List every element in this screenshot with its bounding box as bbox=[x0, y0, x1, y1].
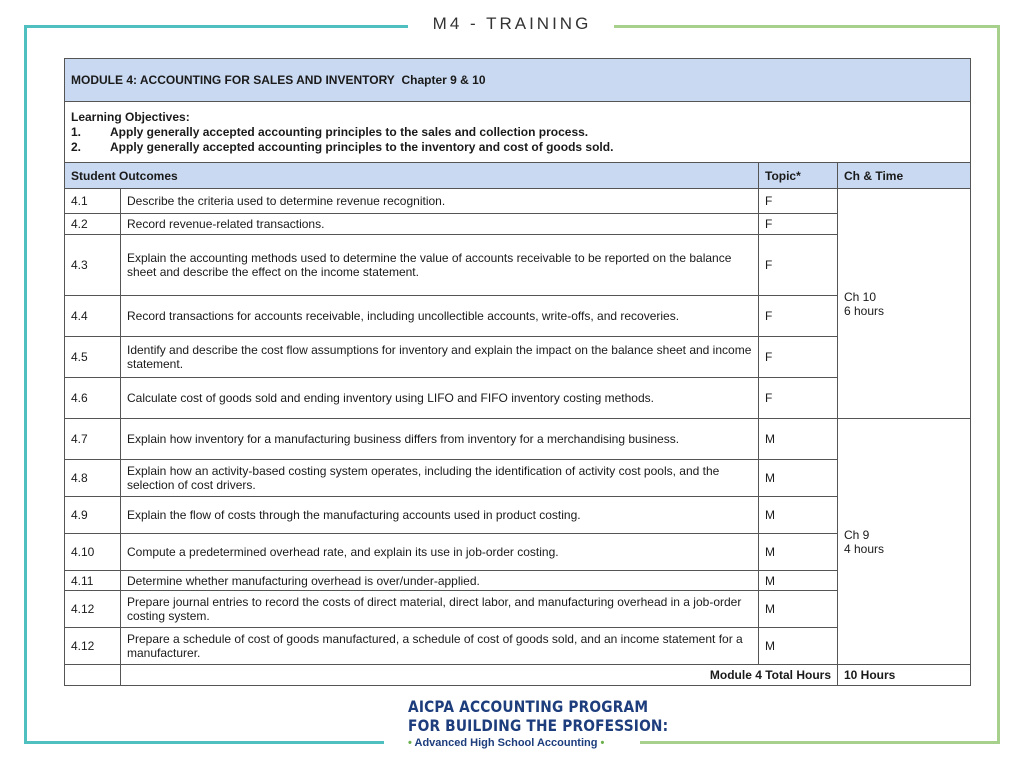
objective-item: 2. Apply generally accepted accounting principles to the inventory and cost of goods sold. bbox=[71, 139, 614, 154]
outcome-text: Describe the criteria used to determine revenue recognition. bbox=[121, 189, 759, 214]
outcome-topic: F bbox=[759, 378, 838, 419]
aicpa-logo bbox=[408, 697, 669, 749]
table-row bbox=[65, 214, 971, 235]
outcome-text: Explain the accounting methods used to determine the value of accounts receivable to be reported on the balance sheet and describe the effect on the income statement. bbox=[121, 235, 759, 296]
table-row bbox=[65, 591, 971, 628]
module-chapters: Chapter 9 & 10 bbox=[401, 73, 486, 87]
outcome-topic: M bbox=[759, 534, 838, 571]
table-row bbox=[65, 534, 971, 571]
table-row bbox=[65, 378, 971, 419]
total-row bbox=[65, 665, 971, 686]
outcomes-table bbox=[64, 58, 971, 686]
outcome-text: Explain the flow of costs through the manufacturing accounts used in product costing. bbox=[121, 497, 759, 534]
frame-left bbox=[24, 25, 27, 743]
chapter-group-9 bbox=[838, 419, 971, 665]
total-label: Module 4 Total Hours bbox=[121, 665, 838, 686]
outcome-id: 4.2 bbox=[65, 214, 121, 235]
outcome-topic: F bbox=[759, 296, 838, 337]
outcome-id: 4.3 bbox=[65, 235, 121, 296]
total-spacer bbox=[65, 665, 121, 686]
logo-line-3: • Advanced High School Accounting • bbox=[408, 737, 605, 749]
module-header-row bbox=[65, 59, 971, 102]
objective-item: 1. Apply generally accepted accounting principles to the sales and collection process. bbox=[71, 124, 589, 139]
outcome-text: Record transactions for accounts receivable, including uncollectible accounts, write-offs, and recoveries. bbox=[121, 296, 759, 337]
module-title-cell bbox=[65, 59, 971, 102]
table-row bbox=[65, 419, 971, 460]
outcome-text: Determine whether manufacturing overhead is over/under-applied. bbox=[121, 571, 759, 591]
table-row bbox=[65, 296, 971, 337]
outcome-id: 4.5 bbox=[65, 337, 121, 378]
frame-bottom-right bbox=[640, 741, 1000, 744]
table-row bbox=[65, 460, 971, 497]
outcome-topic: M bbox=[759, 497, 838, 534]
outcome-text: Compute a predetermined overhead rate, and explain its use in job-order costing. bbox=[121, 534, 759, 571]
table-row bbox=[65, 235, 971, 296]
frame-right bbox=[997, 25, 1000, 743]
outcome-text: Explain how inventory for a manufacturing business differs from inventory for a merchandising business. bbox=[121, 419, 759, 460]
column-header-row bbox=[65, 163, 971, 189]
group-time: 4 hours bbox=[844, 541, 885, 556]
objectives-cell bbox=[65, 102, 971, 163]
outcome-text: Record revenue-related transactions. bbox=[121, 214, 759, 235]
group-chapter: Ch 10 bbox=[844, 289, 877, 304]
group-time: 6 hours bbox=[844, 303, 885, 318]
table-row bbox=[65, 497, 971, 534]
bullet-icon: • bbox=[600, 737, 605, 749]
table-row bbox=[65, 571, 971, 591]
col-header-outcomes: Student Outcomes bbox=[65, 163, 759, 189]
logo-line-2: FOR BUILDING THE PROFESSION: bbox=[408, 716, 669, 735]
outcome-text: Calculate cost of goods sold and ending inventory using LIFO and FIFO inventory costing methods. bbox=[121, 378, 759, 419]
outcome-id: 4.10 bbox=[65, 534, 121, 571]
outcome-id: 4.1 bbox=[65, 189, 121, 214]
outcome-topic: M bbox=[759, 460, 838, 497]
chapter-group-10 bbox=[838, 189, 971, 419]
total-value: 10 Hours bbox=[838, 665, 971, 686]
col-header-chtime: Ch & Time bbox=[838, 163, 971, 189]
outcome-topic: M bbox=[759, 419, 838, 460]
page-title: M4 - TRAINING bbox=[432, 14, 592, 33]
outcome-text: Prepare a schedule of cost of goods manufactured, a schedule of cost of goods sold, and an income statement for a manufacturer. bbox=[121, 628, 759, 665]
outcome-topic: M bbox=[759, 591, 838, 628]
frame-top-left bbox=[26, 25, 408, 28]
outcome-id: 4.12 bbox=[65, 628, 121, 665]
frame-top-right bbox=[614, 25, 999, 28]
outcome-topic: F bbox=[759, 337, 838, 378]
outcome-id: 4.9 bbox=[65, 497, 121, 534]
table-row bbox=[65, 337, 971, 378]
outcome-topic: M bbox=[759, 628, 838, 665]
col-header-topic: Topic* bbox=[759, 163, 838, 189]
objectives-heading: Learning Objectives: bbox=[71, 109, 190, 124]
logo-line-1: AICPA ACCOUNTING PROGRAM bbox=[408, 697, 649, 716]
outcome-id: 4.12 bbox=[65, 591, 121, 628]
outcome-id: 4.8 bbox=[65, 460, 121, 497]
table-row bbox=[65, 628, 971, 665]
outcome-topic: F bbox=[759, 235, 838, 296]
outcome-id: 4.4 bbox=[65, 296, 121, 337]
frame-bottom-left bbox=[24, 741, 384, 744]
outcome-text: Prepare journal entries to record the costs of direct material, direct labor, and manufacturing overhead in a job-order costing system. bbox=[121, 591, 759, 628]
bullet-icon: • bbox=[408, 737, 412, 749]
objectives-row bbox=[65, 102, 971, 163]
group-chapter: Ch 9 bbox=[844, 527, 870, 542]
module-title: MODULE 4: ACCOUNTING FOR SALES AND INVENTORY bbox=[71, 73, 395, 87]
outcome-id: 4.6 bbox=[65, 378, 121, 419]
outcome-topic: F bbox=[759, 214, 838, 235]
outcome-text: Identify and describe the cost flow assumptions for inventory and explain the impact on the balance sheet and income statement. bbox=[121, 337, 759, 378]
table-row bbox=[65, 189, 971, 214]
outcome-id: 4.7 bbox=[65, 419, 121, 460]
outcome-id: 4.11 bbox=[65, 571, 121, 591]
outcome-topic: F bbox=[759, 189, 838, 214]
outcome-topic: M bbox=[759, 571, 838, 591]
outcome-text: Explain how an activity-based costing system operates, including the identification of activity cost pools, and the selection of cost drivers. bbox=[121, 460, 759, 497]
